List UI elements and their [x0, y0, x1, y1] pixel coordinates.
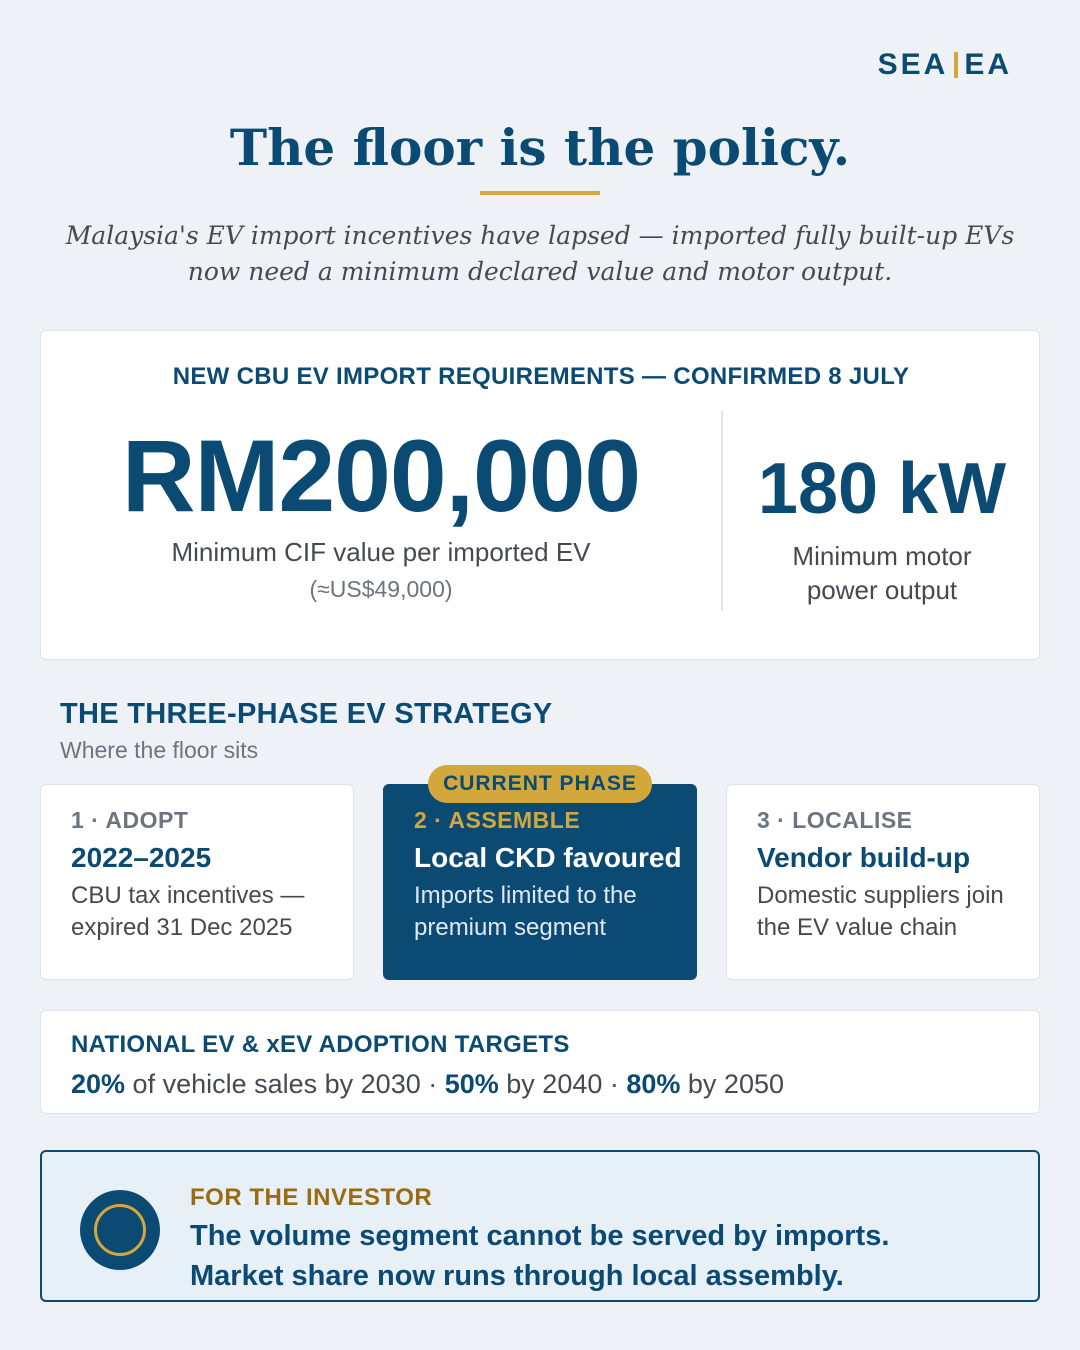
phase-number: 1 · ADOPT: [71, 807, 189, 833]
phase-title: Local CKD favoured: [414, 842, 682, 873]
cif-value-label: Minimum CIF value per imported EV: [171, 537, 591, 567]
adoption-targets-card: [40, 1010, 1040, 1114]
cif-value-block: [41, 421, 721, 603]
investor-line: The volume segment cannot be served by imports.: [190, 1220, 890, 1252]
phase-description: [414, 880, 696, 944]
cif-value-usd-note: (≈US$49,000): [309, 576, 453, 602]
target-2040-text: by 2040 ·: [498, 1069, 627, 1099]
phase-title: Vendor build-up: [757, 842, 971, 873]
motor-power-block: [723, 449, 1041, 607]
motor-power-label-line2: power output: [806, 575, 958, 605]
target-2040-value: 50%: [444, 1069, 499, 1099]
phase-card-adopt: [40, 784, 354, 980]
phase-description-line: premium segment: [414, 914, 607, 941]
strategy-subtitle: Where the floor sits: [60, 737, 259, 763]
investor-callout-text: [190, 1184, 889, 1296]
page-title: The floor is the policy.: [229, 118, 851, 177]
motor-power-label: [723, 539, 1041, 607]
investor-heading: FOR THE INVESTOR: [190, 1184, 433, 1211]
target-2050-text: by 2050: [680, 1069, 784, 1099]
brand-logo-divider: [954, 52, 958, 78]
requirements-card: [40, 330, 1040, 660]
brand-logo-part2: EA: [964, 48, 1012, 81]
target-2030-text: of vehicle sales by 2030 ·: [125, 1069, 445, 1099]
phase-description-line: Imports limited to the: [414, 882, 637, 909]
target-circle-icon: [80, 1190, 160, 1270]
current-phase-badge: CURRENT PHASE: [428, 765, 652, 803]
target-2050-value: 80%: [626, 1069, 681, 1099]
phase-number: 3 · LOCALISE: [757, 807, 913, 833]
phase-number: 2 · ASSEMBLE: [414, 807, 581, 833]
brand-logo-part1: SEA: [877, 48, 949, 81]
phase-description-line: CBU tax incentives —: [71, 882, 305, 909]
brand-logo: [878, 48, 1012, 82]
investor-callout: [40, 1150, 1040, 1302]
phase-description-line: the EV value chain: [757, 914, 958, 941]
phase-description: [71, 880, 353, 944]
phase-description: [757, 880, 1039, 944]
investor-line: Market share now runs through local assembly.: [190, 1260, 844, 1292]
phase-card-localise: [726, 784, 1040, 980]
cif-value: RM200,000: [121, 419, 641, 533]
adoption-targets-line: [71, 1069, 1039, 1100]
phase-description-line: expired 31 Dec 2025: [71, 914, 293, 941]
title-underline: [480, 191, 600, 195]
adoption-targets-heading: NATIONAL EV & xEV ADOPTION TARGETS: [71, 1031, 570, 1058]
strategy-title: THE THREE-PHASE EV STRATEGY: [60, 698, 553, 730]
phase-title: 2022–2025: [71, 842, 212, 873]
motor-power-value: 180 kW: [757, 449, 1007, 529]
page-subtitle: Malaysia's EV import incentives have lapsed — imported fully built-up EVs now need a minimum declared value and motor output.: [65, 221, 1015, 286]
phase-description-line: Domestic suppliers join: [757, 882, 1004, 909]
requirements-heading: NEW CBU EV IMPORT REQUIREMENTS — CONFIRMED 8 JULY: [172, 363, 910, 390]
target-2030-value: 20%: [71, 1069, 126, 1099]
motor-power-label-line1: Minimum motor: [792, 541, 972, 571]
phase-card-assemble: [383, 784, 697, 980]
